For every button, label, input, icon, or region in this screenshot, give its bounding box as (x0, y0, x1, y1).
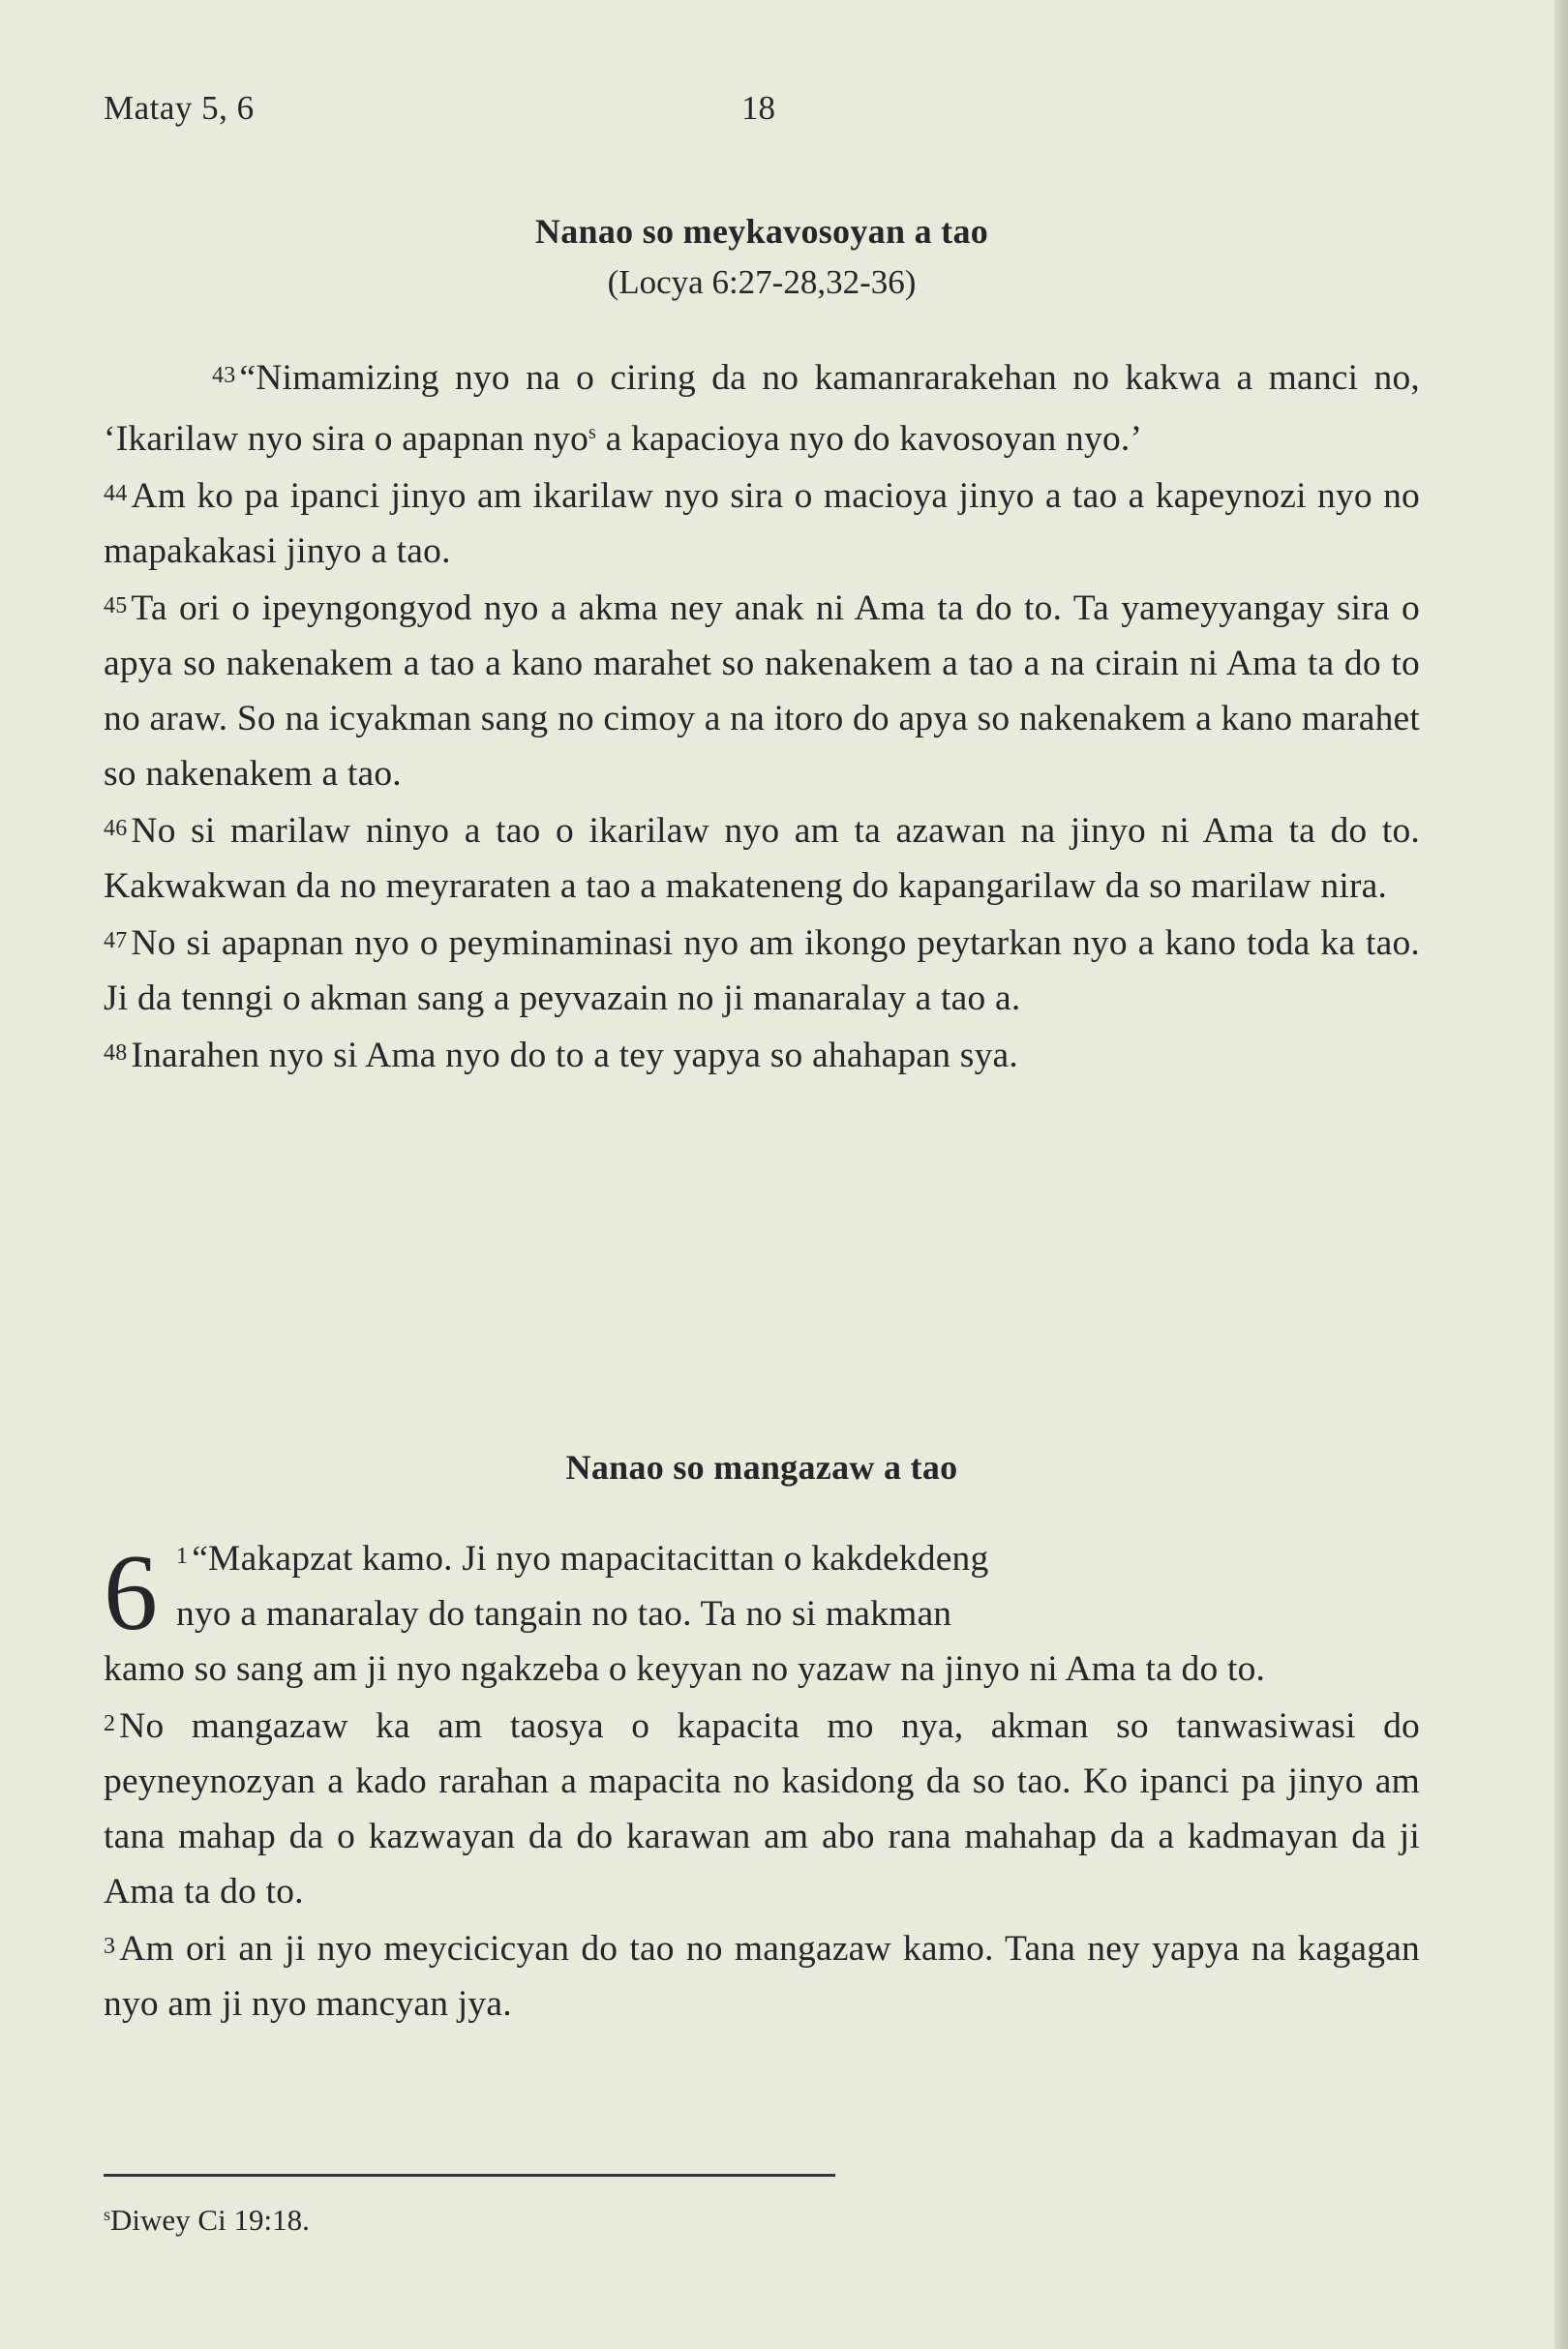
verse-number: 2 (104, 1711, 116, 1736)
verse-47 (104, 914, 1420, 1026)
verse-text-continued: a kapacioya nyo do kavosoyan nyo.’ (596, 419, 1143, 459)
verse-2 (104, 1697, 1420, 1919)
running-head: Matay 5, 6 (104, 89, 255, 127)
verse-text: No si marilaw ninyo a tao o ikarilaw nyo am ta azawan na jinyo ni Ama ta do to. Kakwakwan da no meyraraten a tao a makateneng do kapangarilaw da so marilaw nira. (104, 811, 1420, 906)
verse-46 (104, 801, 1420, 914)
verse-number: 48 (104, 1040, 128, 1066)
verse-text: No mangazaw ka am taosya o kapacita mo nya, akman so tanwasiwasi do peyneynozyan a kado rarahan a mapacita no kasidong da so tao. Ko ipanci pa jinyo am tana mahap da o kazwayan da do karawan am abo rana mahahap da a kadmayan da ji Ama ta do to. (104, 1706, 1420, 1912)
verses-block-1 (104, 348, 1420, 1083)
verse-45 (104, 579, 1420, 801)
footnote-marker: s (104, 2205, 111, 2224)
verse-number: 3 (104, 1934, 116, 1959)
footnote-text: Diwey Ci 19:18. (110, 2203, 310, 2237)
verse-text: Ta ori o ipeyngongyod nyo a akma ney anak ni Ama ta do to. Ta yameyyangay sira o apya so nakenakem a tao a kano marahet so nakenakem a tao a na cirain ni Ama ta do to no araw. So na icyakman sang no cimoy a na itoro do apya so nakenakem a kano marahet so nakenakem a tao. (104, 588, 1420, 794)
verse-text: No si apapnan nyo o peyminaminasi nyo am ikongo peytarkan nyo a kano toda ka tao. Ji da tenngi o akman sang a peyvazain no ji manaralay a tao a. (104, 923, 1420, 1018)
chapter-number: 6 (104, 1533, 158, 1653)
verse-1-rest: kamo so sang am ji nyo ngakzeba o keyyan no yazaw na jinyo ni Ama ta do to. (104, 1649, 1266, 1689)
verse-number: 1 (176, 1544, 189, 1569)
verse-number: 46 (104, 816, 128, 841)
verse-number: 43 (212, 363, 236, 388)
verse-text: “Nimamizing nyo na o ciring da no kamanrarakehan no kakwa a manci no, ‘Ikarilaw nyo sira o apapnan nyo (104, 358, 1420, 459)
verse-1-line-2: nyo a manaralay do tangain no tao. Ta no si makman (176, 1594, 952, 1634)
section-heading-2: Nanao so mangazaw a tao (565, 1448, 958, 1487)
footnote (104, 2203, 310, 2238)
footnote-marker: s (588, 422, 597, 443)
verse-number: 45 (104, 593, 128, 618)
page-edge-shadow (1554, 0, 1568, 2349)
verse-43 (104, 348, 1420, 467)
section-heading-1: Nanao so meykavosoyan a tao (534, 212, 989, 251)
verse-44 (104, 467, 1420, 579)
verse-text: Inarahen nyo si Ama nyo do to a tey yapya so ahahapan sya. (131, 1036, 1018, 1075)
verse-number: 44 (104, 481, 128, 506)
verse-text: “Makapzat kamo. Ji nyo mapacitacittan o kakdekdeng (192, 1539, 989, 1579)
verses-block-2 (104, 1529, 1420, 2032)
verse-text: Am ko pa ipanci jinyo am ikarilaw nyo sira o macioya jinyo a tao a kapeynozi nyo no mapakakasi jinyo a tao. (104, 476, 1420, 571)
footnote-divider (104, 2174, 835, 2177)
verse-3 (104, 1919, 1420, 2032)
page-number: 18 (741, 89, 775, 127)
verse-1-line-1 (176, 1529, 1420, 1586)
chapter-opening-lines (104, 1529, 1420, 1641)
verse-number: 47 (104, 928, 128, 953)
verse-48 (104, 1026, 1420, 1083)
verse-text: Am ori an ji nyo meycicicyan do tao no mangazaw kamo. Tana ney yapya na kagagan nyo am ji nyo mancyan jya. (104, 1929, 1420, 2024)
cross-reference: (Locya 6:27-28,32-36) (607, 263, 917, 301)
